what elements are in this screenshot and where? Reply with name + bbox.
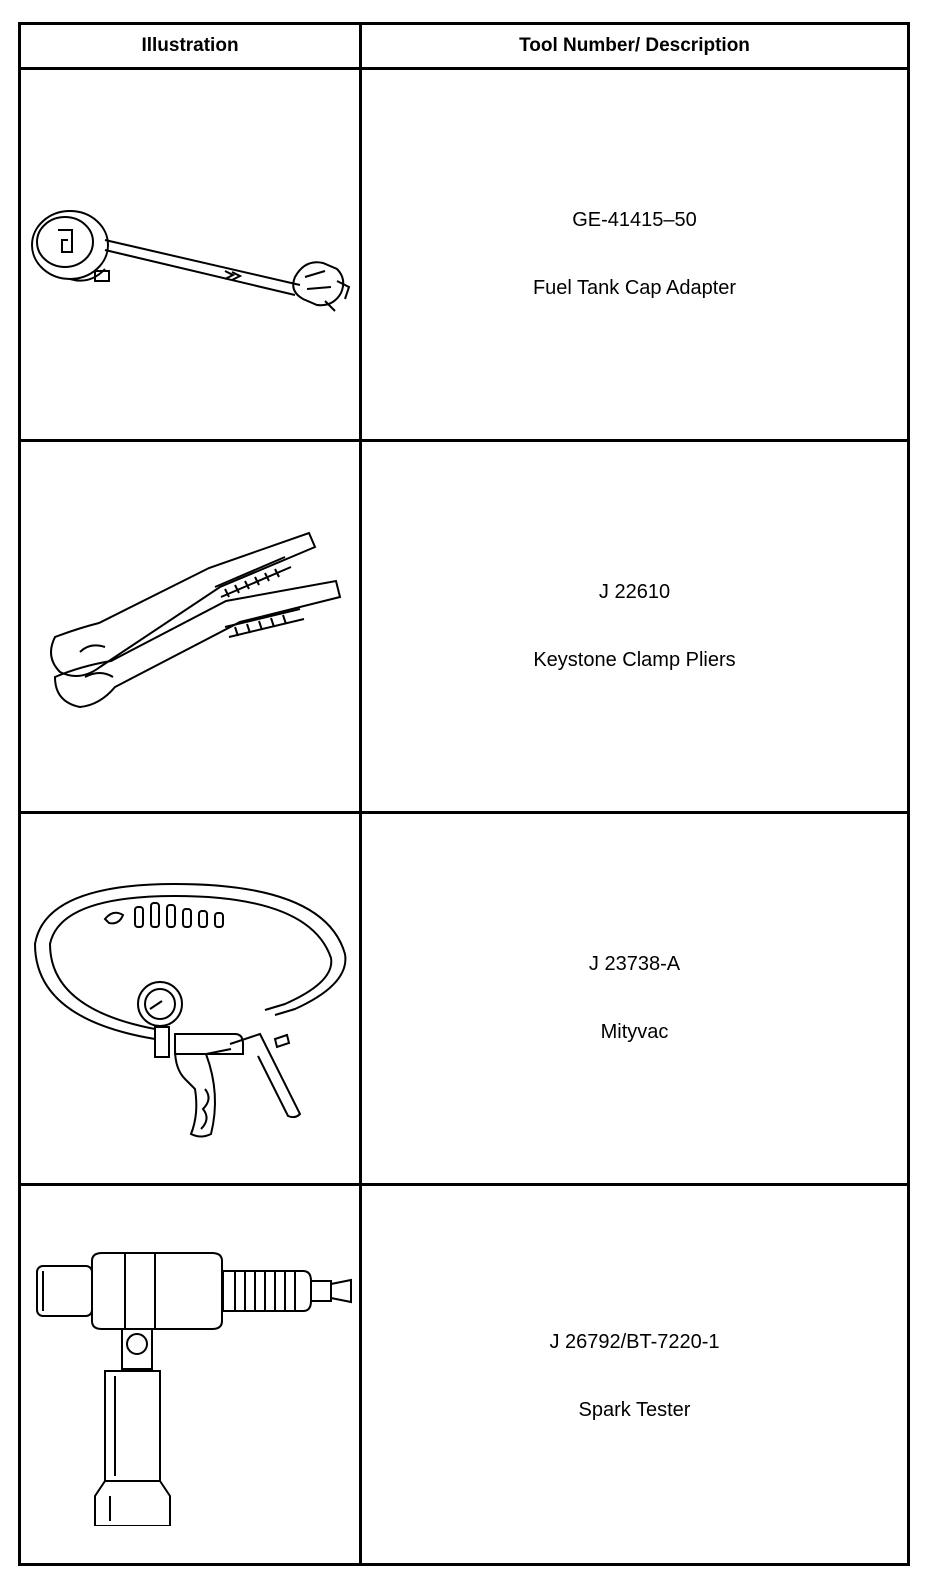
tool-number: GE-41415–50 xyxy=(572,209,697,231)
tool-number: J 23738-A xyxy=(588,953,681,975)
table-body xyxy=(21,70,907,1563)
description-cell xyxy=(362,70,907,439)
header-illustration: Illustration xyxy=(21,25,362,67)
tool-number: J 26792/BT-7220-1 xyxy=(549,1330,720,1353)
tool-table xyxy=(18,22,910,1566)
tool-description: Mityvac xyxy=(600,1021,669,1043)
tool-number: J 22610 xyxy=(598,581,671,603)
tool-description: Spark Tester xyxy=(578,1398,691,1421)
tool-description: Keystone Clamp Pliers xyxy=(533,649,736,671)
keystone-clamp-pliers-icon xyxy=(25,527,355,727)
illustration-cell xyxy=(21,814,362,1183)
description-cell xyxy=(362,442,907,811)
header-tool-number-description: Tool Number/ Description xyxy=(519,35,750,56)
illustration-cell xyxy=(21,70,362,439)
fuel-tank-cap-adapter-icon xyxy=(25,185,355,325)
table-header xyxy=(21,25,907,70)
illustration-cell xyxy=(21,1186,362,1566)
illustration-cell xyxy=(21,442,362,811)
table-row xyxy=(21,1186,907,1566)
table-row xyxy=(21,70,907,442)
table-row xyxy=(21,442,907,814)
mityvac-vacuum-pump-icon xyxy=(25,849,355,1149)
table-row xyxy=(21,814,907,1186)
spark-tester-icon xyxy=(25,1226,355,1526)
description-cell xyxy=(362,1186,907,1566)
tool-description: Fuel Tank Cap Adapter xyxy=(532,277,737,299)
description-cell xyxy=(362,814,907,1183)
